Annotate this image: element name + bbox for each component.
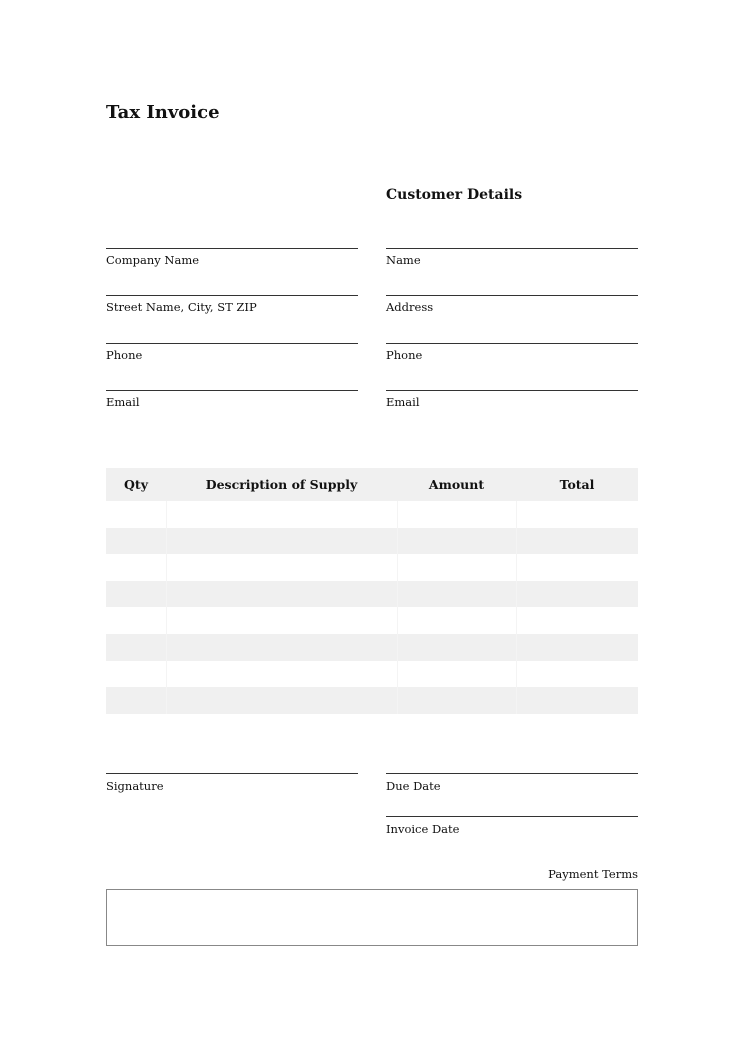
total-cell[interactable] <box>516 687 638 714</box>
table-header-row <box>106 468 638 501</box>
customer-details-heading: Customer Details <box>386 187 523 203</box>
company-email-label: Email <box>106 395 140 409</box>
table-row <box>106 554 638 581</box>
description-cell[interactable] <box>166 634 397 661</box>
total-cell[interactable] <box>516 607 638 634</box>
description-cell[interactable] <box>166 554 397 581</box>
qty-cell[interactable] <box>106 634 166 661</box>
description-cell[interactable] <box>166 661 397 688</box>
total-column-header: Total <box>516 468 638 501</box>
signature-label: Signature <box>106 779 164 793</box>
description-cell[interactable] <box>166 607 397 634</box>
table-row <box>106 661 638 688</box>
table-row <box>106 687 638 714</box>
company-name-label: Company Name <box>106 253 200 267</box>
description-cell[interactable] <box>166 528 397 555</box>
invoice-date-label: Invoice Date <box>386 822 460 836</box>
customer-phone-field[interactable] <box>386 343 638 344</box>
amount-cell[interactable] <box>397 554 516 581</box>
payment-terms-label: Payment Terms <box>548 867 638 881</box>
amount-cell[interactable] <box>397 634 516 661</box>
due-date-field[interactable] <box>386 773 638 774</box>
company-email-field[interactable] <box>106 390 358 391</box>
company-address-field[interactable] <box>106 295 358 296</box>
customer-name-label: Name <box>386 253 421 267</box>
due-date-label: Due Date <box>386 779 441 793</box>
qty-cell[interactable] <box>106 501 166 528</box>
amount-cell[interactable] <box>397 581 516 608</box>
table-row <box>106 607 638 634</box>
customer-name-field[interactable] <box>386 248 638 249</box>
payment-terms-box[interactable] <box>106 889 638 946</box>
company-address-label: Street Name, City, ST ZIP <box>106 300 257 314</box>
customer-address-label: Address <box>386 300 434 314</box>
amount-cell[interactable] <box>397 501 516 528</box>
company-name-field[interactable] <box>106 248 358 249</box>
description-cell[interactable] <box>166 501 397 528</box>
invoice-date-field[interactable] <box>386 816 638 817</box>
table-row <box>106 501 638 528</box>
page-title: Tax Invoice <box>106 102 220 123</box>
qty-cell[interactable] <box>106 581 166 608</box>
customer-email-field[interactable] <box>386 390 638 391</box>
total-cell[interactable] <box>516 661 638 688</box>
company-phone-label: Phone <box>106 348 143 362</box>
amount-cell[interactable] <box>397 661 516 688</box>
description-cell[interactable] <box>166 581 397 608</box>
customer-phone-label: Phone <box>386 348 423 362</box>
signature-field[interactable] <box>106 773 358 774</box>
table-row <box>106 581 638 608</box>
total-cell[interactable] <box>516 581 638 608</box>
total-cell[interactable] <box>516 634 638 661</box>
description-cell[interactable] <box>166 687 397 714</box>
line-items-table <box>106 468 638 714</box>
customer-email-label: Email <box>386 395 420 409</box>
qty-cell[interactable] <box>106 528 166 555</box>
qty-cell[interactable] <box>106 554 166 581</box>
total-cell[interactable] <box>516 501 638 528</box>
qty-cell[interactable] <box>106 687 166 714</box>
amount-cell[interactable] <box>397 607 516 634</box>
amount-cell[interactable] <box>397 528 516 555</box>
amount-column-header: Amount <box>397 468 516 501</box>
table-row <box>106 528 638 555</box>
customer-address-field[interactable] <box>386 295 638 296</box>
table-row <box>106 634 638 661</box>
total-cell[interactable] <box>516 554 638 581</box>
qty-column-header: Qty <box>106 468 166 501</box>
amount-cell[interactable] <box>397 687 516 714</box>
total-cell[interactable] <box>516 528 638 555</box>
description-column-header: Description of Supply <box>166 468 397 501</box>
qty-cell[interactable] <box>106 661 166 688</box>
company-phone-field[interactable] <box>106 343 358 344</box>
qty-cell[interactable] <box>106 607 166 634</box>
